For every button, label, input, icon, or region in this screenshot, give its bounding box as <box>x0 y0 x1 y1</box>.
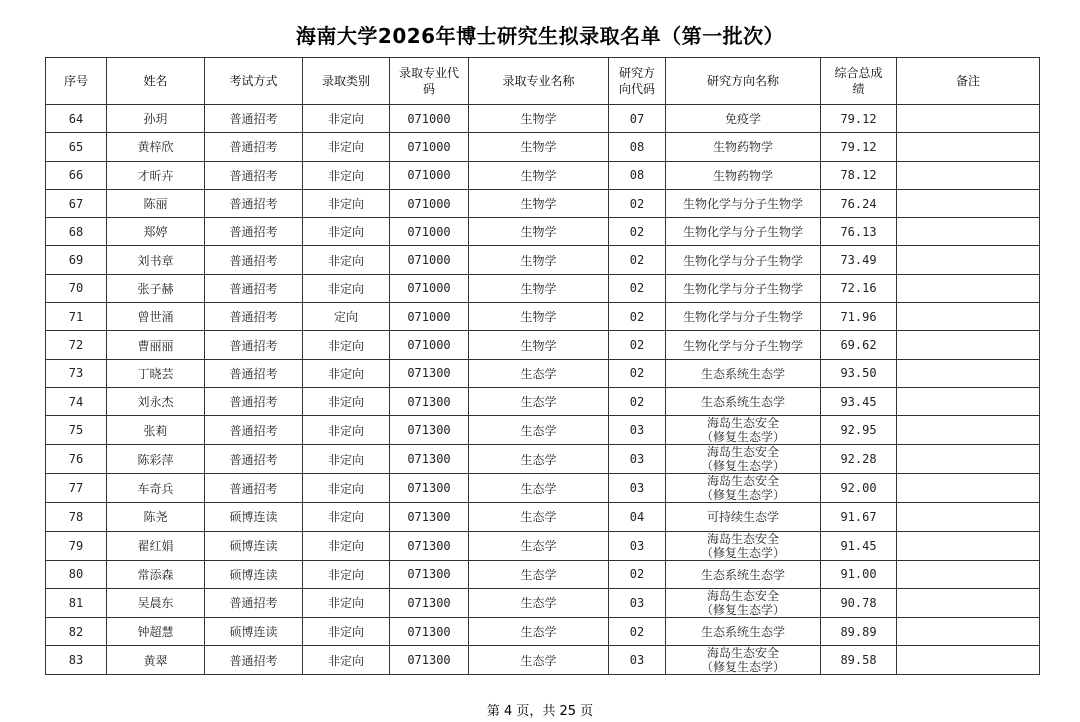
cell-exam-method: 普通招考 <box>205 387 303 415</box>
cell-direction-code: 02 <box>609 560 666 588</box>
table-row <box>46 189 1040 217</box>
cell-name: 车奇兵 <box>107 474 205 503</box>
cell-major-name: 生态学 <box>469 359 609 387</box>
cell-name: 翟红娟 <box>107 531 205 560</box>
cell-score: 76.24 <box>821 189 897 217</box>
cell-direction-name <box>666 503 821 531</box>
cell-direction-name <box>666 133 821 161</box>
cell-direction-code: 03 <box>609 445 666 474</box>
cell-major-code: 071300 <box>390 474 469 503</box>
cell-name: 刘书章 <box>107 246 205 274</box>
header-direction-code: 研究方向代码 <box>609 58 666 105</box>
cell-direction-code: 08 <box>609 161 666 189</box>
cell-score: 79.12 <box>821 133 897 161</box>
cell-major-name: 生态学 <box>469 387 609 415</box>
cell-seq: 68 <box>46 218 107 246</box>
cell-major-code: 071300 <box>390 588 469 617</box>
table-row <box>46 218 1040 246</box>
cell-exam-method: 普通招考 <box>205 133 303 161</box>
cell-score: 90.78 <box>821 588 897 617</box>
cell-exam-method: 硕博连读 <box>205 617 303 645</box>
cell-direction-name <box>666 588 821 617</box>
cell-direction-code: 02 <box>609 189 666 217</box>
cell-direction-name <box>666 617 821 645</box>
cell-seq: 69 <box>46 246 107 274</box>
cell-score: 93.45 <box>821 387 897 415</box>
cell-direction-name <box>666 387 821 415</box>
cell-score: 92.95 <box>821 416 897 445</box>
cell-major-code: 071000 <box>390 331 469 359</box>
cell-remark <box>897 646 1040 675</box>
table-row <box>46 588 1040 617</box>
cell-score: 92.00 <box>821 474 897 503</box>
cell-exam-method: 普通招考 <box>205 359 303 387</box>
cell-name: 孙玥 <box>107 105 205 133</box>
cell-direction-code: 02 <box>609 617 666 645</box>
cell-admission-type: 非定向 <box>303 445 390 474</box>
table-row <box>46 503 1040 531</box>
cell-major-name: 生物学 <box>469 303 609 331</box>
cell-major-code: 071300 <box>390 560 469 588</box>
cell-seq: 75 <box>46 416 107 445</box>
table-row <box>46 646 1040 675</box>
direction-name-line1: 生态系统生态学 <box>700 395 785 410</box>
direction-name-line2: （修复生态学） <box>700 660 785 675</box>
direction-name-line2: （修复生态学） <box>700 488 785 503</box>
cell-exam-method: 普通招考 <box>205 274 303 302</box>
cell-remark <box>897 445 1040 474</box>
cell-remark <box>897 246 1040 274</box>
cell-seq: 83 <box>46 646 107 675</box>
cell-score: 69.62 <box>821 331 897 359</box>
table-row <box>46 560 1040 588</box>
cell-seq: 77 <box>46 474 107 503</box>
header-remark: 备注 <box>897 58 1040 105</box>
direction-name-line2: （修复生态学） <box>700 459 785 474</box>
cell-major-name: 生物学 <box>469 161 609 189</box>
cell-remark <box>897 161 1040 189</box>
direction-name-line1: 生物化学与分子生物学 <box>682 338 803 353</box>
cell-name: 刘永杰 <box>107 387 205 415</box>
cell-seq: 70 <box>46 274 107 302</box>
cell-score: 91.67 <box>821 503 897 531</box>
cell-exam-method: 普通招考 <box>205 303 303 331</box>
cell-direction-code: 07 <box>609 105 666 133</box>
cell-remark <box>897 503 1040 531</box>
cell-direction-code: 02 <box>609 387 666 415</box>
cell-remark <box>897 387 1040 415</box>
cell-major-code: 071000 <box>390 303 469 331</box>
cell-score: 89.58 <box>821 646 897 675</box>
cell-remark <box>897 218 1040 246</box>
cell-direction-name <box>666 246 821 274</box>
cell-direction-name <box>666 474 821 503</box>
direction-name-line1: 生物化学与分子生物学 <box>682 197 803 212</box>
table-row <box>46 359 1040 387</box>
cell-exam-method: 普通招考 <box>205 189 303 217</box>
cell-direction-name <box>666 359 821 387</box>
cell-exam-method: 硕博连读 <box>205 503 303 531</box>
direction-name-line2: （修复生态学） <box>700 602 785 617</box>
header-admission-type: 录取类别 <box>303 58 390 105</box>
cell-name: 曹丽丽 <box>107 331 205 359</box>
cell-remark <box>897 331 1040 359</box>
cell-major-name: 生态学 <box>469 416 609 445</box>
cell-direction-name <box>666 445 821 474</box>
table-row <box>46 416 1040 445</box>
cell-direction-code: 03 <box>609 588 666 617</box>
header-seq: 序号 <box>46 58 107 105</box>
cell-major-code: 071300 <box>390 503 469 531</box>
cell-seq: 82 <box>46 617 107 645</box>
cell-direction-name <box>666 331 821 359</box>
direction-name-line1: 海岛生态安全 <box>706 588 779 603</box>
cell-admission-type: 非定向 <box>303 646 390 675</box>
table-header-row <box>46 58 1040 105</box>
cell-name: 陈丽 <box>107 189 205 217</box>
cell-seq: 65 <box>46 133 107 161</box>
cell-exam-method: 普通招考 <box>205 246 303 274</box>
table-row <box>46 445 1040 474</box>
cell-major-name: 生物学 <box>469 331 609 359</box>
cell-major-code: 071300 <box>390 445 469 474</box>
cell-name: 才昕卉 <box>107 161 205 189</box>
cell-score: 91.00 <box>821 560 897 588</box>
cell-name: 丁晓芸 <box>107 359 205 387</box>
cell-direction-name <box>666 416 821 445</box>
cell-direction-code: 02 <box>609 274 666 302</box>
cell-major-code: 071000 <box>390 218 469 246</box>
cell-admission-type: 非定向 <box>303 531 390 560</box>
cell-seq: 76 <box>46 445 107 474</box>
cell-admission-type: 非定向 <box>303 503 390 531</box>
cell-score: 93.50 <box>821 359 897 387</box>
cell-admission-type: 非定向 <box>303 474 390 503</box>
cell-seq: 78 <box>46 503 107 531</box>
cell-direction-code: 02 <box>609 331 666 359</box>
cell-name: 常添森 <box>107 560 205 588</box>
cell-seq: 71 <box>46 303 107 331</box>
cell-direction-code: 03 <box>609 416 666 445</box>
cell-score: 72.16 <box>821 274 897 302</box>
header-direction-name: 研究方向名称 <box>666 58 821 105</box>
cell-direction-name <box>666 531 821 560</box>
cell-direction-name <box>666 646 821 675</box>
cell-score: 73.49 <box>821 246 897 274</box>
cell-exam-method: 普通招考 <box>205 218 303 246</box>
direction-name-line1: 生物药物学 <box>712 168 773 183</box>
cell-name: 钟超慧 <box>107 617 205 645</box>
direction-name-line1: 生物药物学 <box>712 140 773 155</box>
cell-direction-code: 02 <box>609 246 666 274</box>
cell-seq: 80 <box>46 560 107 588</box>
cell-remark <box>897 274 1040 302</box>
cell-direction-code: 02 <box>609 359 666 387</box>
cell-exam-method: 普通招考 <box>205 105 303 133</box>
table-row <box>46 274 1040 302</box>
cell-major-name: 生态学 <box>469 617 609 645</box>
cell-major-code: 071000 <box>390 133 469 161</box>
cell-score: 79.12 <box>821 105 897 133</box>
cell-major-name: 生物学 <box>469 274 609 302</box>
cell-admission-type: 定向 <box>303 303 390 331</box>
cell-major-code: 071300 <box>390 387 469 415</box>
direction-name-line2: （修复生态学） <box>700 545 785 560</box>
table-row <box>46 246 1040 274</box>
cell-major-code: 071000 <box>390 161 469 189</box>
cell-admission-type: 非定向 <box>303 189 390 217</box>
cell-major-code: 071300 <box>390 646 469 675</box>
cell-exam-method: 硕博连读 <box>205 560 303 588</box>
cell-major-name: 生态学 <box>469 531 609 560</box>
cell-major-code: 071000 <box>390 189 469 217</box>
table-row <box>46 133 1040 161</box>
cell-name: 张莉 <box>107 416 205 445</box>
direction-name-line1: 生物化学与分子生物学 <box>682 225 803 240</box>
cell-remark <box>897 133 1040 161</box>
header-major-name: 录取专业名称 <box>469 58 609 105</box>
cell-remark <box>897 588 1040 617</box>
header-major-code: 录取专业代码 <box>390 58 469 105</box>
table-row <box>46 531 1040 560</box>
admission-table <box>45 57 1040 675</box>
direction-name-line1: 生物化学与分子生物学 <box>682 253 803 268</box>
direction-name-line1: 海岛生态安全 <box>706 474 779 489</box>
cell-admission-type: 非定向 <box>303 588 390 617</box>
cell-major-name: 生物学 <box>469 133 609 161</box>
cell-score: 91.45 <box>821 531 897 560</box>
cell-seq: 81 <box>46 588 107 617</box>
cell-admission-type: 非定向 <box>303 617 390 645</box>
cell-exam-method: 硕博连读 <box>205 531 303 560</box>
cell-score: 71.96 <box>821 303 897 331</box>
cell-major-code: 071000 <box>390 105 469 133</box>
cell-score: 92.28 <box>821 445 897 474</box>
table-row <box>46 105 1040 133</box>
direction-name-line1: 生态系统生态学 <box>700 366 785 381</box>
cell-remark <box>897 303 1040 331</box>
cell-name: 陈尧 <box>107 503 205 531</box>
direction-name-line1: 海岛生态安全 <box>706 646 779 661</box>
cell-admission-type: 非定向 <box>303 246 390 274</box>
cell-exam-method: 普通招考 <box>205 445 303 474</box>
cell-major-name: 生物学 <box>469 105 609 133</box>
cell-admission-type: 非定向 <box>303 387 390 415</box>
cell-seq: 67 <box>46 189 107 217</box>
cell-score: 76.13 <box>821 218 897 246</box>
cell-name: 黄翠 <box>107 646 205 675</box>
header-exam-method: 考试方式 <box>205 58 303 105</box>
direction-name-line1: 生物化学与分子生物学 <box>682 310 803 325</box>
header-name: 姓名 <box>107 58 205 105</box>
table-body <box>46 105 1040 675</box>
direction-name-line2: （修复生态学） <box>700 430 785 445</box>
cell-major-code: 071000 <box>390 246 469 274</box>
direction-name-line1: 免疫学 <box>724 112 761 127</box>
header-score: 综合总成绩 <box>821 58 897 105</box>
cell-name: 黄梓欣 <box>107 133 205 161</box>
cell-seq: 73 <box>46 359 107 387</box>
cell-admission-type: 非定向 <box>303 218 390 246</box>
cell-remark <box>897 617 1040 645</box>
cell-direction-name <box>666 189 821 217</box>
cell-major-code: 071000 <box>390 274 469 302</box>
cell-seq: 64 <box>46 105 107 133</box>
cell-remark <box>897 531 1040 560</box>
cell-name: 张子赫 <box>107 274 205 302</box>
direction-name-line1: 海岛生态安全 <box>706 531 779 546</box>
cell-admission-type: 非定向 <box>303 274 390 302</box>
cell-major-name: 生态学 <box>469 588 609 617</box>
direction-name-line1: 可持续生态学 <box>706 510 779 525</box>
cell-remark <box>897 474 1040 503</box>
cell-direction-name <box>666 105 821 133</box>
cell-seq: 66 <box>46 161 107 189</box>
cell-major-name: 生态学 <box>469 445 609 474</box>
cell-direction-code: 02 <box>609 303 666 331</box>
cell-major-code: 071300 <box>390 617 469 645</box>
cell-exam-method: 普通招考 <box>205 161 303 189</box>
cell-remark <box>897 189 1040 217</box>
table-row <box>46 303 1040 331</box>
cell-exam-method: 普通招考 <box>205 474 303 503</box>
cell-major-name: 生态学 <box>469 503 609 531</box>
direction-name-line1: 海岛生态安全 <box>706 416 779 431</box>
cell-direction-code: 03 <box>609 646 666 675</box>
cell-name: 曾世涌 <box>107 303 205 331</box>
cell-name: 郑婷 <box>107 218 205 246</box>
cell-major-name: 生态学 <box>469 646 609 675</box>
cell-major-name: 生物学 <box>469 218 609 246</box>
cell-major-name: 生态学 <box>469 474 609 503</box>
cell-admission-type: 非定向 <box>303 359 390 387</box>
cell-seq: 74 <box>46 387 107 415</box>
cell-major-code: 071300 <box>390 531 469 560</box>
cell-major-name: 生态学 <box>469 560 609 588</box>
cell-major-name: 生物学 <box>469 246 609 274</box>
cell-admission-type: 非定向 <box>303 161 390 189</box>
cell-remark <box>897 105 1040 133</box>
table-row <box>46 161 1040 189</box>
cell-admission-type: 非定向 <box>303 331 390 359</box>
cell-seq: 79 <box>46 531 107 560</box>
cell-direction-code: 04 <box>609 503 666 531</box>
table-row <box>46 617 1040 645</box>
cell-admission-type: 非定向 <box>303 560 390 588</box>
cell-direction-code: 03 <box>609 474 666 503</box>
page-footer: 第 4 页，共 25 页 <box>486 704 594 719</box>
cell-exam-method: 普通招考 <box>205 646 303 675</box>
cell-exam-method: 普通招考 <box>205 416 303 445</box>
direction-name-line1: 海岛生态安全 <box>706 445 779 460</box>
cell-major-name: 生物学 <box>469 189 609 217</box>
document-title: 海南大学2026年博士研究生拟录取名单（第一批次） <box>295 24 785 48</box>
table-row <box>46 331 1040 359</box>
cell-exam-method: 普通招考 <box>205 588 303 617</box>
cell-score: 78.12 <box>821 161 897 189</box>
cell-admission-type: 非定向 <box>303 133 390 161</box>
cell-seq: 72 <box>46 331 107 359</box>
cell-direction-name <box>666 218 821 246</box>
cell-remark <box>897 560 1040 588</box>
cell-direction-name <box>666 274 821 302</box>
cell-score: 89.89 <box>821 617 897 645</box>
cell-name: 陈彩萍 <box>107 445 205 474</box>
direction-name-line1: 生物化学与分子生物学 <box>682 281 803 296</box>
cell-remark <box>897 359 1040 387</box>
cell-direction-name <box>666 560 821 588</box>
table-row <box>46 474 1040 503</box>
cell-direction-code: 08 <box>609 133 666 161</box>
cell-direction-name <box>666 303 821 331</box>
direction-name-line1: 生态系统生态学 <box>700 567 785 582</box>
cell-major-code: 071300 <box>390 359 469 387</box>
cell-direction-code: 02 <box>609 218 666 246</box>
cell-admission-type: 非定向 <box>303 105 390 133</box>
table-row <box>46 387 1040 415</box>
cell-name: 吴晨东 <box>107 588 205 617</box>
cell-admission-type: 非定向 <box>303 416 390 445</box>
direction-name-line1: 生态系统生态学 <box>700 625 785 639</box>
cell-exam-method: 普通招考 <box>205 331 303 359</box>
cell-direction-name <box>666 161 821 189</box>
cell-remark <box>897 416 1040 445</box>
cell-major-code: 071300 <box>390 416 469 445</box>
cell-direction-code: 03 <box>609 531 666 560</box>
